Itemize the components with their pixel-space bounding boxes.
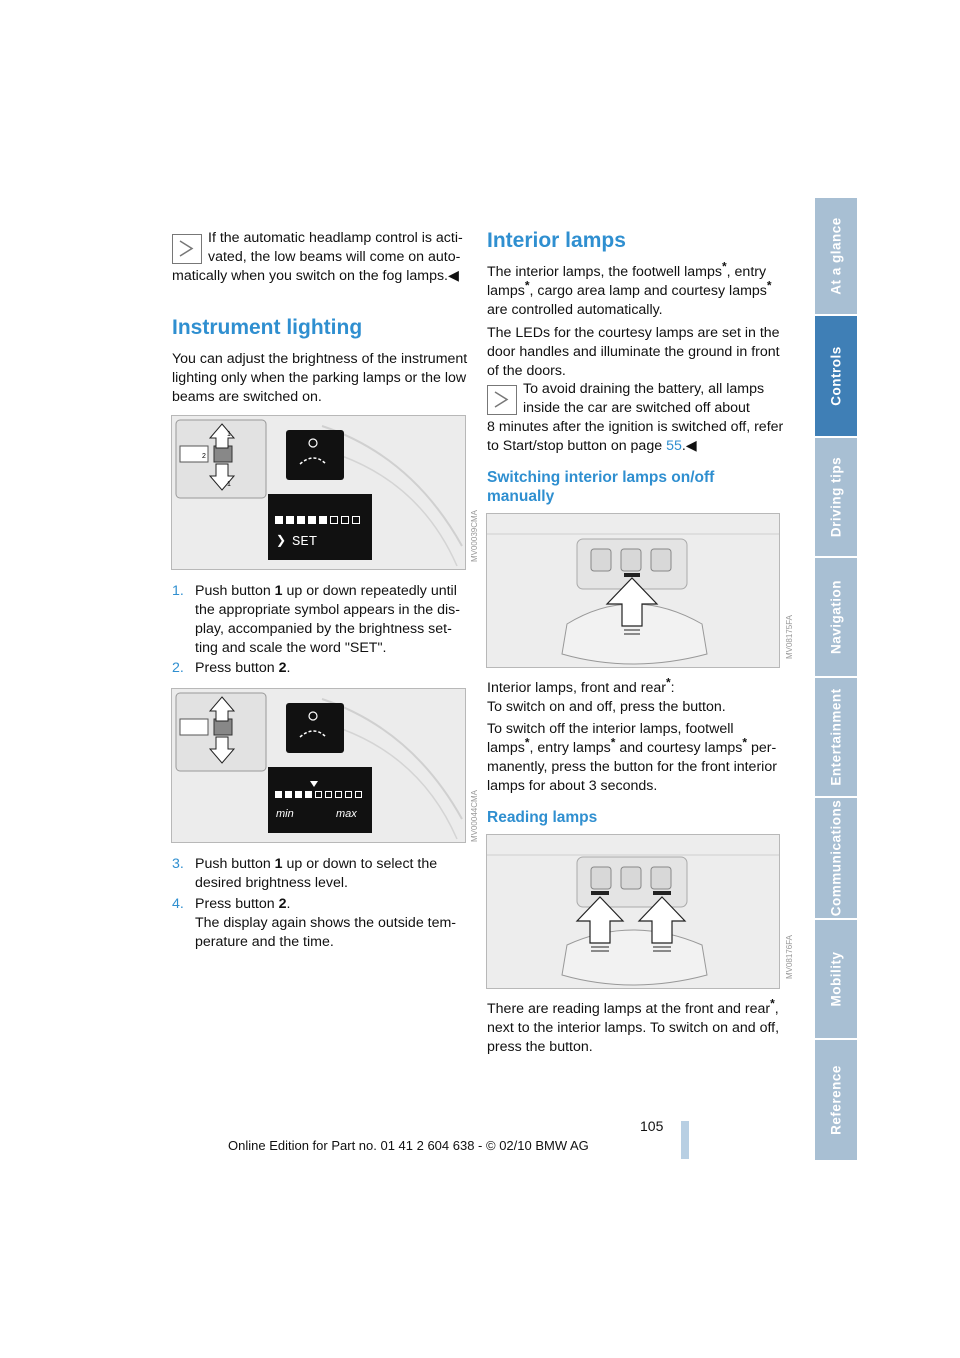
- paragraph-line: The LEDs for the courtesy lamps are set in the: [487, 325, 780, 341]
- note-icon: [487, 385, 517, 415]
- paragraph-line: door handles and illuminate the ground in front: [487, 344, 780, 360]
- side-tab-driving-tips[interactable]: Driving tips: [815, 438, 857, 556]
- page-link[interactable]: 55: [666, 438, 682, 454]
- note-line: 8 minutes after the ignition is switched off, refer: [487, 419, 784, 435]
- paragraph-line: lamps for about 3 seconds.: [487, 778, 658, 794]
- figure-instrument-brightness: [171, 688, 466, 843]
- step-2-text: Press button 2.: [195, 660, 291, 676]
- step-text-line: the appropriate symbol appears in the dis-: [195, 602, 460, 618]
- side-tab-reference[interactable]: Reference: [815, 1040, 857, 1160]
- side-tab-navigation[interactable]: Navigation: [815, 558, 857, 676]
- paragraph-line: next to the interior lamps. To switch on and off,: [487, 1020, 780, 1036]
- step-4-text: Press button 2.: [195, 896, 291, 912]
- svg-text:2: 2: [202, 453, 206, 460]
- side-tab-entertainment[interactable]: Entertainment: [815, 678, 857, 796]
- paragraph-line: The interior lamps, the footwell lamps*, entry: [487, 259, 767, 280]
- subheading-switching: Switching interior lamps on/off: [487, 469, 715, 486]
- svg-text:❯: ❯: [276, 533, 287, 547]
- step-1-text: Push button 1 up or down repeatedly until: [195, 583, 457, 599]
- end-mark-icon: ◀: [685, 438, 697, 454]
- note-line: matically when you switch on the fog lamps.◀: [172, 268, 459, 284]
- side-tab-communications[interactable]: Communications: [815, 798, 857, 918]
- figure-instrument-set: [171, 415, 466, 570]
- step-text-line: play, accompanied by the brightness set-: [195, 621, 452, 637]
- step-text-line: desired brightness level.: [195, 875, 348, 891]
- subheading-switching: manually: [487, 488, 555, 505]
- subheading-reading-lamps: Reading lamps: [487, 809, 598, 826]
- figure-code: MV00044CMA: [470, 790, 479, 843]
- step-3-text: Push button 1 up or down to select the: [195, 856, 438, 872]
- step-text-line: ting and scale the word "SET".: [195, 640, 387, 656]
- paragraph-line: are controlled automatically.: [487, 302, 663, 318]
- note-line: inside the car are switched off about: [523, 400, 750, 416]
- paragraph-line: of the doors.: [487, 363, 566, 379]
- side-tab-at-a-glance[interactable]: At a glance: [815, 198, 857, 314]
- figure-interior-lamps: [486, 513, 780, 668]
- step-text-line: perature and the time.: [195, 934, 334, 950]
- note-line: to Start/stop button on page 55.◀: [487, 438, 697, 454]
- figure-reading-lamps: [486, 834, 780, 989]
- note-icon: [172, 234, 202, 264]
- figure-code: MV08175FA: [785, 615, 794, 660]
- footer-edition: Online Edition for Part no. 01 41 2 604 638 - © 02/10 BMW AG: [228, 1138, 589, 1153]
- paragraph-line: press the button.: [487, 1039, 593, 1055]
- step-text-line: The display again shows the outside tem-: [195, 915, 457, 931]
- step-3: 3.: [172, 856, 184, 872]
- note-line: If the automatic headlamp control is acti-: [208, 230, 463, 246]
- end-mark-icon: ◀: [448, 268, 459, 284]
- svg-text:1: 1: [227, 431, 231, 438]
- step-4: 4.: [172, 896, 184, 912]
- section-heading-interior-lamps: Interior lamps: [487, 229, 626, 252]
- side-tab-mobility[interactable]: Mobility: [815, 920, 857, 1038]
- page-marker: [681, 1121, 689, 1159]
- paragraph-line: There are reading lamps at the front and rear*,: [487, 996, 779, 1017]
- display-min-label: min: [276, 808, 294, 820]
- figure-code: MV00039CMA: [470, 510, 479, 563]
- paragraph-line: Interior lamps, front and rear*:: [487, 675, 675, 696]
- paragraph-line: beams are switched on.: [172, 389, 322, 405]
- note-line: vated, the low beams will come on auto-: [208, 249, 461, 265]
- note-line: To avoid draining the battery, all lamps: [523, 381, 765, 397]
- svg-text:1: 1: [227, 481, 231, 488]
- section-heading-instrument-lighting: Instrument lighting: [172, 316, 363, 339]
- step-1: 1.: [172, 583, 184, 599]
- paragraph-line: manently, press the button for the front interior: [487, 759, 777, 775]
- figure-code: MV08176FA: [785, 935, 794, 980]
- display-max-label: max: [336, 808, 357, 820]
- paragraph-line: To switch on and off, press the button.: [487, 699, 726, 715]
- paragraph-line: You can adjust the brightness of the instrument: [172, 351, 468, 367]
- paragraph-line: To switch off the interior lamps, footwell: [487, 721, 734, 737]
- paragraph-line: lamps*, cargo area lamp and courtesy lamps*: [487, 278, 772, 299]
- paragraph-line: lighting only when the parking lamps or the low: [172, 370, 467, 386]
- side-tab-controls[interactable]: Controls: [815, 316, 857, 436]
- page-number: 105: [640, 1118, 664, 1134]
- display-set-text: SET: [292, 534, 318, 550]
- paragraph-line: lamps*, entry lamps* and courtesy lamps* per-: [487, 735, 777, 756]
- step-2: 2.: [172, 660, 184, 676]
